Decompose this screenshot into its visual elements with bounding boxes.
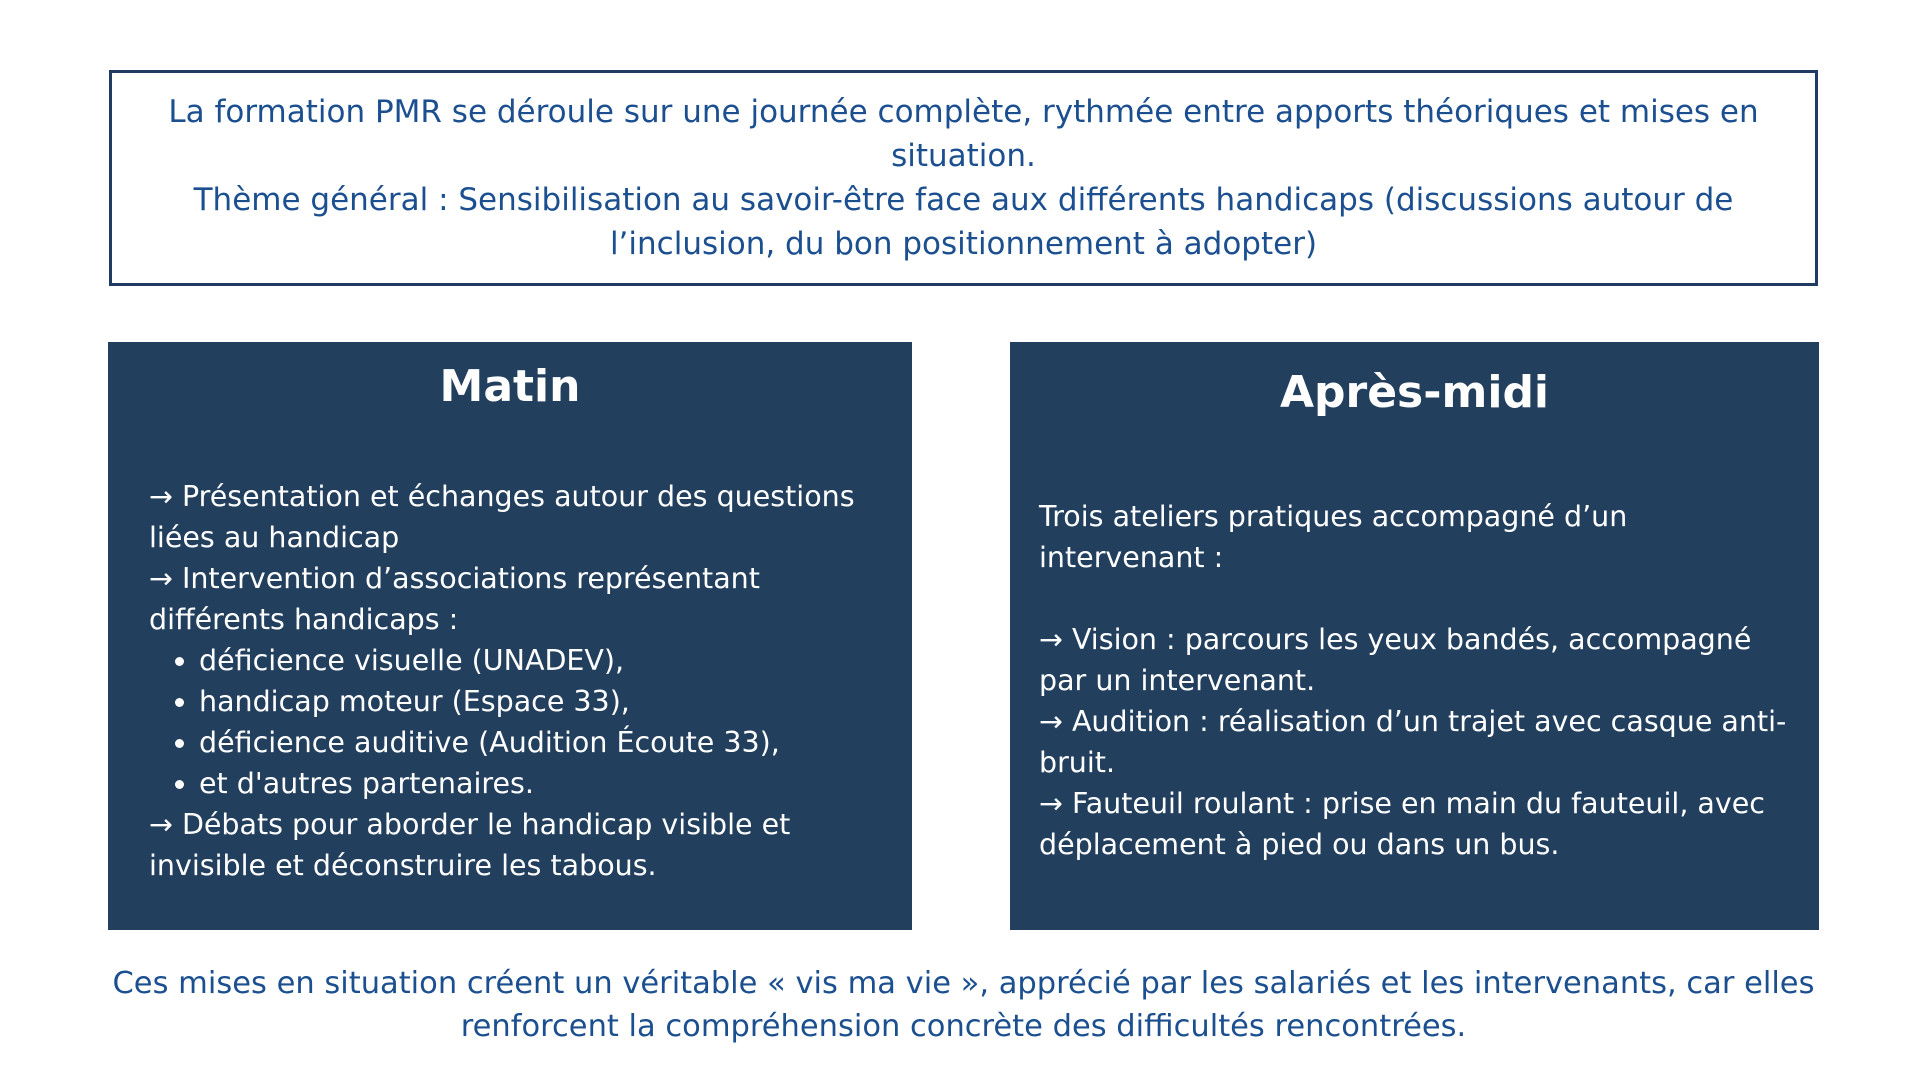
afternoon-item-wheelchair: → Fauteuil roulant : prise en main du fauteuil, avec déplacement à pied ou dans un bus.	[1039, 787, 1765, 861]
morning-bullet-3: • déficience auditive (Audition Écoute 33),	[199, 722, 880, 763]
morning-bullet-list	[149, 640, 880, 804]
morning-item-3: → Débats pour aborder le handicap visible et invisible et déconstruire les tabous.	[149, 808, 791, 882]
afternoon-title: Après-midi	[1279, 367, 1550, 418]
afternoon-item-audition: → Audition : réalisation d’un trajet avec casque anti-bruit.	[1039, 705, 1787, 779]
afternoon-item-vision: → Vision : parcours les yeux bandés, accompagné par un intervenant.	[1039, 623, 1752, 697]
morning-bullet-4: • et d'autres partenaires.	[199, 763, 880, 804]
morning-title: Matin	[439, 361, 581, 412]
morning-item-1: → Présentation et échanges autour des questions liées au handicap	[149, 480, 855, 554]
intro-line-1: La formation PMR se déroule sur une journée complète, rythmée entre apports théoriques et mises en situation.	[168, 94, 1759, 174]
afternoon-content	[1039, 496, 1795, 865]
afternoon-panel	[1010, 342, 1819, 930]
afternoon-intro: Trois ateliers pratiques accompagné d’un intervenant :	[1039, 500, 1628, 574]
morning-bullet-1: • déficience visuelle (UNADEV),	[199, 640, 880, 681]
intro-text	[126, 90, 1801, 266]
morning-panel	[108, 342, 912, 930]
closing-text: Ces mises en situation créent un véritable « vis ma vie », apprécié par les salariés et les intervenants, car elles renforcent la compréhension concrète des difficultés rencontrées.	[112, 966, 1815, 1044]
morning-content	[149, 476, 880, 886]
intro-line-2: Thème général : Sensibilisation au savoir-être face aux différents handicaps (discussions autour de l’inclusion, du bon positionnement à adopter)	[193, 182, 1734, 262]
morning-item-2: → Intervention d’associations représentant différents handicaps :	[149, 562, 760, 636]
morning-bullet-2: • handicap moteur (Espace 33),	[199, 681, 880, 722]
afternoon-spacer	[1039, 578, 1795, 619]
intro-box	[109, 70, 1818, 286]
